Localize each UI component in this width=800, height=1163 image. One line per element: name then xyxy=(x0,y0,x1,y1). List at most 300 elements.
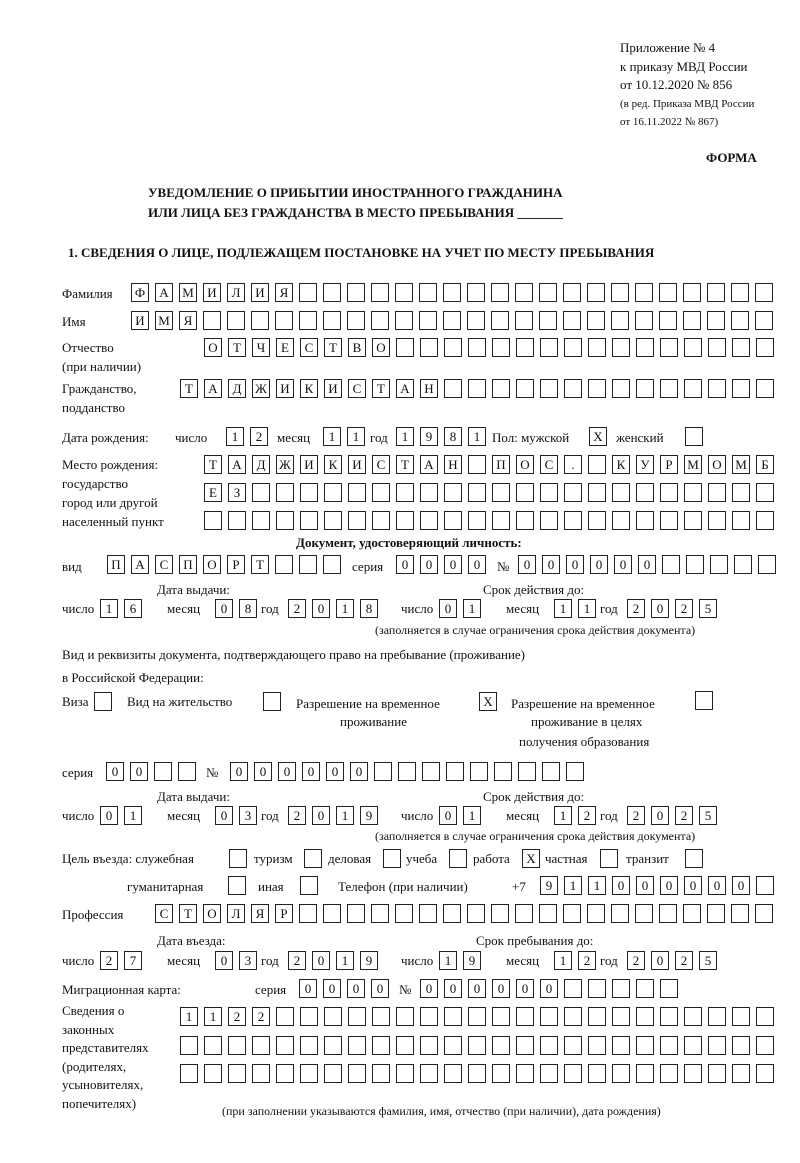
id-issued-year-cell[interactable]: 8 xyxy=(360,599,378,618)
id-kind-cell[interactable] xyxy=(323,555,341,574)
phone-cell[interactable]: 0 xyxy=(660,876,678,895)
id-issued-year-cell[interactable]: 1 xyxy=(336,599,354,618)
rd-valid-year-cell[interactable]: 0 xyxy=(651,806,669,825)
legal-rep-3-cell[interactable] xyxy=(756,1064,774,1083)
entry-year-cell[interactable]: 1 xyxy=(336,951,354,970)
id-valid-year-cell[interactable]: 2 xyxy=(675,599,693,618)
dob-day-cell[interactable]: 2 xyxy=(250,427,268,446)
entry-year-cell[interactable]: 2 xyxy=(288,951,306,970)
phone-cell[interactable] xyxy=(756,876,774,895)
surname-cell[interactable]: М xyxy=(179,283,197,302)
trp-checkbox[interactable]: X xyxy=(479,692,497,711)
id-kind-cell[interactable]: Р xyxy=(227,555,245,574)
legal-rep-2-cell[interactable] xyxy=(588,1036,606,1055)
surname-cell[interactable] xyxy=(731,283,749,302)
citizenship-cell[interactable]: И xyxy=(324,379,342,398)
legal-rep-3-cell[interactable] xyxy=(492,1064,510,1083)
name-cell[interactable] xyxy=(395,311,413,330)
id-number-cell[interactable]: 0 xyxy=(542,555,560,574)
name-cell[interactable] xyxy=(251,311,269,330)
entry-month-cell[interactable]: 0 xyxy=(215,951,233,970)
id-series-cell[interactable]: 0 xyxy=(420,555,438,574)
patronymic-cell[interactable] xyxy=(684,338,702,357)
birthplace-2-cell[interactable] xyxy=(732,483,750,502)
stay-until-year-cell[interactable]: 0 xyxy=(651,951,669,970)
id-number-cell[interactable]: 0 xyxy=(614,555,632,574)
rd-valid-month-cell[interactable]: 1 xyxy=(554,806,572,825)
patronymic-cell[interactable]: Т xyxy=(228,338,246,357)
id-kind-cell[interactable]: А xyxy=(131,555,149,574)
patronymic-cell[interactable] xyxy=(732,338,750,357)
id-valid-month-cell[interactable]: 1 xyxy=(578,599,596,618)
legal-rep-2-cell[interactable] xyxy=(492,1036,510,1055)
legal-rep-3-cell[interactable] xyxy=(420,1064,438,1083)
mc-series-cell[interactable]: 0 xyxy=(323,979,341,998)
legal-rep-3-cell[interactable] xyxy=(348,1064,366,1083)
stay-until-year-cell[interactable]: 2 xyxy=(627,951,645,970)
birthplace-2-cell[interactable] xyxy=(516,483,534,502)
birthplace-3-cell[interactable] xyxy=(540,511,558,530)
birthplace-3-cell[interactable] xyxy=(276,511,294,530)
legal-rep-3-cell[interactable] xyxy=(372,1064,390,1083)
rd-issued-month-cell[interactable]: 3 xyxy=(239,806,257,825)
legal-rep-2-cell[interactable] xyxy=(468,1036,486,1055)
legal-rep-1-cell[interactable] xyxy=(276,1007,294,1026)
id-issued-day-cell[interactable]: 1 xyxy=(100,599,118,618)
patronymic-cell[interactable] xyxy=(588,338,606,357)
profession-cell[interactable] xyxy=(395,904,413,923)
legal-rep-1-cell[interactable] xyxy=(636,1007,654,1026)
legal-rep-2-cell[interactable] xyxy=(324,1036,342,1055)
legal-rep-3-cell[interactable] xyxy=(468,1064,486,1083)
id-kind-cell[interactable]: С xyxy=(155,555,173,574)
legal-rep-3-cell[interactable] xyxy=(276,1064,294,1083)
legal-rep-3-cell[interactable] xyxy=(396,1064,414,1083)
stay-until-month-cell[interactable]: 1 xyxy=(554,951,572,970)
dob-year-cell[interactable]: 1 xyxy=(396,427,414,446)
entry-month-cell[interactable]: 3 xyxy=(239,951,257,970)
citizenship-cell[interactable] xyxy=(612,379,630,398)
id-kind-cell[interactable] xyxy=(299,555,317,574)
rd-valid-month-cell[interactable]: 2 xyxy=(578,806,596,825)
id-number-cell[interactable] xyxy=(758,555,776,574)
profession-cell[interactable]: Я xyxy=(251,904,269,923)
surname-cell[interactable] xyxy=(635,283,653,302)
legal-rep-1-cell[interactable] xyxy=(324,1007,342,1026)
name-cell[interactable] xyxy=(275,311,293,330)
surname-cell[interactable] xyxy=(587,283,605,302)
legal-rep-1-cell[interactable] xyxy=(564,1007,582,1026)
name-cell[interactable] xyxy=(611,311,629,330)
birthplace-2-cell[interactable] xyxy=(588,483,606,502)
birthplace-1-cell[interactable]: Н xyxy=(444,455,462,474)
name-cell[interactable]: Я xyxy=(179,311,197,330)
legal-rep-2-cell[interactable] xyxy=(516,1036,534,1055)
rd-issued-month-cell[interactable]: 0 xyxy=(215,806,233,825)
rd-number-cell[interactable] xyxy=(374,762,392,781)
legal-rep-3-cell[interactable] xyxy=(300,1064,318,1083)
id-number-cell[interactable]: 0 xyxy=(638,555,656,574)
stay-until-year-cell[interactable]: 5 xyxy=(699,951,717,970)
surname-cell[interactable]: И xyxy=(203,283,221,302)
id-number-cell[interactable] xyxy=(734,555,752,574)
name-cell[interactable] xyxy=(419,311,437,330)
study-checkbox[interactable] xyxy=(449,849,467,868)
surname-cell[interactable] xyxy=(539,283,557,302)
birthplace-1-cell[interactable]: Д xyxy=(252,455,270,474)
birthplace-2-cell[interactable] xyxy=(276,483,294,502)
surname-cell[interactable] xyxy=(563,283,581,302)
name-cell[interactable]: М xyxy=(155,311,173,330)
phone-cell[interactable]: 1 xyxy=(588,876,606,895)
birthplace-2-cell[interactable] xyxy=(324,483,342,502)
name-cell[interactable] xyxy=(371,311,389,330)
citizenship-cell[interactable]: И xyxy=(276,379,294,398)
profession-cell[interactable] xyxy=(515,904,533,923)
profession-cell[interactable] xyxy=(371,904,389,923)
birthplace-2-cell[interactable] xyxy=(420,483,438,502)
citizenship-cell[interactable]: Ж xyxy=(252,379,270,398)
id-kind-cell[interactable]: Т xyxy=(251,555,269,574)
rd-number-cell[interactable] xyxy=(542,762,560,781)
rd-number-cell[interactable] xyxy=(470,762,488,781)
legal-rep-3-cell[interactable] xyxy=(684,1064,702,1083)
citizenship-cell[interactable]: Д xyxy=(228,379,246,398)
patronymic-cell[interactable] xyxy=(756,338,774,357)
entry-day-cell[interactable]: 7 xyxy=(124,951,142,970)
profession-cell[interactable] xyxy=(539,904,557,923)
id-issued-year-cell[interactable]: 2 xyxy=(288,599,306,618)
profession-cell[interactable] xyxy=(491,904,509,923)
rd-number-cell[interactable]: 0 xyxy=(230,762,248,781)
legal-rep-1-cell[interactable] xyxy=(300,1007,318,1026)
rd-number-cell[interactable] xyxy=(518,762,536,781)
birthplace-1-cell[interactable]: О xyxy=(516,455,534,474)
birthplace-3-cell[interactable] xyxy=(204,511,222,530)
id-valid-year-cell[interactable]: 2 xyxy=(627,599,645,618)
dob-year-cell[interactable]: 8 xyxy=(444,427,462,446)
citizenship-cell[interactable] xyxy=(468,379,486,398)
phone-cell[interactable]: 0 xyxy=(636,876,654,895)
birthplace-3-cell[interactable] xyxy=(324,511,342,530)
legal-rep-1-cell[interactable]: 2 xyxy=(228,1007,246,1026)
birthplace-3-cell[interactable] xyxy=(588,511,606,530)
legal-rep-3-cell[interactable] xyxy=(228,1064,246,1083)
profession-cell[interactable] xyxy=(755,904,773,923)
id-valid-day-cell[interactable]: 1 xyxy=(463,599,481,618)
mc-number-cell[interactable] xyxy=(612,979,630,998)
profession-cell[interactable]: О xyxy=(203,904,221,923)
birthplace-1-cell[interactable]: К xyxy=(324,455,342,474)
humanitarian-checkbox[interactable] xyxy=(228,876,246,895)
profession-cell[interactable] xyxy=(443,904,461,923)
citizenship-cell[interactable]: С xyxy=(348,379,366,398)
patronymic-cell[interactable]: Т xyxy=(324,338,342,357)
profession-cell[interactable] xyxy=(563,904,581,923)
legal-rep-2-cell[interactable] xyxy=(684,1036,702,1055)
name-cell[interactable] xyxy=(683,311,701,330)
official-checkbox[interactable] xyxy=(229,849,247,868)
rd-series-cell[interactable] xyxy=(154,762,172,781)
legal-rep-2-cell[interactable] xyxy=(252,1036,270,1055)
profession-cell[interactable]: Р xyxy=(275,904,293,923)
citizenship-cell[interactable] xyxy=(756,379,774,398)
rd-issued-year-cell[interactable]: 9 xyxy=(360,806,378,825)
birthplace-1-cell[interactable]: М xyxy=(684,455,702,474)
id-series-cell[interactable]: 0 xyxy=(468,555,486,574)
birthplace-3-cell[interactable] xyxy=(636,511,654,530)
name-cell[interactable] xyxy=(299,311,317,330)
mc-number-cell[interactable]: 0 xyxy=(516,979,534,998)
surname-cell[interactable] xyxy=(707,283,725,302)
legal-rep-3-cell[interactable] xyxy=(324,1064,342,1083)
name-cell[interactable] xyxy=(203,311,221,330)
dob-day-cell[interactable]: 1 xyxy=(226,427,244,446)
surname-cell[interactable] xyxy=(299,283,317,302)
surname-cell[interactable] xyxy=(443,283,461,302)
citizenship-cell[interactable]: Н xyxy=(420,379,438,398)
rd-series-cell[interactable]: 0 xyxy=(106,762,124,781)
mc-number-cell[interactable] xyxy=(588,979,606,998)
profession-cell[interactable] xyxy=(731,904,749,923)
patronymic-cell[interactable] xyxy=(396,338,414,357)
id-kind-cell[interactable]: П xyxy=(179,555,197,574)
id-valid-month-cell[interactable]: 1 xyxy=(554,599,572,618)
id-number-cell[interactable] xyxy=(710,555,728,574)
birthplace-3-cell[interactable] xyxy=(564,511,582,530)
patronymic-cell[interactable] xyxy=(444,338,462,357)
patronymic-cell[interactable]: С xyxy=(300,338,318,357)
rd-number-cell[interactable]: 0 xyxy=(302,762,320,781)
mc-number-cell[interactable]: 0 xyxy=(492,979,510,998)
birthplace-2-cell[interactable] xyxy=(372,483,390,502)
birthplace-2-cell[interactable] xyxy=(612,483,630,502)
citizenship-cell[interactable] xyxy=(444,379,462,398)
legal-rep-2-cell[interactable] xyxy=(756,1036,774,1055)
profession-cell[interactable] xyxy=(419,904,437,923)
name-cell[interactable] xyxy=(227,311,245,330)
id-kind-cell[interactable] xyxy=(275,555,293,574)
birthplace-3-cell[interactable] xyxy=(228,511,246,530)
rd-number-cell[interactable]: 0 xyxy=(326,762,344,781)
birthplace-2-cell[interactable] xyxy=(300,483,318,502)
birthplace-3-cell[interactable] xyxy=(444,511,462,530)
id-valid-day-cell[interactable]: 0 xyxy=(439,599,457,618)
citizenship-cell[interactable] xyxy=(588,379,606,398)
name-cell[interactable] xyxy=(635,311,653,330)
profession-cell[interactable] xyxy=(587,904,605,923)
name-cell[interactable] xyxy=(491,311,509,330)
legal-rep-3-cell[interactable] xyxy=(564,1064,582,1083)
id-number-cell[interactable]: 0 xyxy=(590,555,608,574)
dob-month-cell[interactable]: 1 xyxy=(347,427,365,446)
patronymic-cell[interactable] xyxy=(612,338,630,357)
id-series-cell[interactable]: 0 xyxy=(396,555,414,574)
birthplace-3-cell[interactable] xyxy=(612,511,630,530)
rd-number-cell[interactable]: 0 xyxy=(254,762,272,781)
rd-issued-year-cell[interactable]: 0 xyxy=(312,806,330,825)
stay-until-day-cell[interactable]: 9 xyxy=(463,951,481,970)
birthplace-2-cell[interactable] xyxy=(492,483,510,502)
rd-number-cell[interactable]: 0 xyxy=(350,762,368,781)
legal-rep-1-cell[interactable]: 1 xyxy=(204,1007,222,1026)
legal-rep-3-cell[interactable] xyxy=(204,1064,222,1083)
legal-rep-2-cell[interactable] xyxy=(372,1036,390,1055)
legal-rep-3-cell[interactable] xyxy=(732,1064,750,1083)
profession-cell[interactable] xyxy=(467,904,485,923)
surname-cell[interactable] xyxy=(323,283,341,302)
surname-cell[interactable] xyxy=(755,283,773,302)
mc-number-cell[interactable]: 0 xyxy=(468,979,486,998)
birthplace-3-cell[interactable] xyxy=(684,511,702,530)
legal-rep-1-cell[interactable] xyxy=(708,1007,726,1026)
mc-number-cell[interactable] xyxy=(564,979,582,998)
id-number-cell[interactable] xyxy=(662,555,680,574)
tourism-checkbox[interactable] xyxy=(304,849,322,868)
profession-cell[interactable]: С xyxy=(155,904,173,923)
birthplace-2-cell[interactable] xyxy=(540,483,558,502)
surname-cell[interactable]: Ф xyxy=(131,283,149,302)
legal-rep-3-cell[interactable] xyxy=(612,1064,630,1083)
id-valid-year-cell[interactable]: 0 xyxy=(651,599,669,618)
birthplace-1-cell[interactable]: И xyxy=(348,455,366,474)
citizenship-cell[interactable]: К xyxy=(300,379,318,398)
legal-rep-1-cell[interactable] xyxy=(756,1007,774,1026)
birthplace-1-cell[interactable]: А xyxy=(228,455,246,474)
rd-number-cell[interactable] xyxy=(446,762,464,781)
phone-cell[interactable]: 9 xyxy=(540,876,558,895)
patronymic-cell[interactable] xyxy=(420,338,438,357)
citizenship-cell[interactable] xyxy=(684,379,702,398)
entry-year-cell[interactable]: 0 xyxy=(312,951,330,970)
id-number-cell[interactable]: 0 xyxy=(518,555,536,574)
legal-rep-2-cell[interactable] xyxy=(708,1036,726,1055)
surname-cell[interactable] xyxy=(347,283,365,302)
birthplace-3-cell[interactable] xyxy=(516,511,534,530)
birthplace-3-cell[interactable] xyxy=(732,511,750,530)
surname-cell[interactable] xyxy=(659,283,677,302)
id-valid-year-cell[interactable]: 5 xyxy=(699,599,717,618)
birthplace-3-cell[interactable] xyxy=(300,511,318,530)
legal-rep-3-cell[interactable] xyxy=(660,1064,678,1083)
legal-rep-2-cell[interactable] xyxy=(732,1036,750,1055)
profession-cell[interactable] xyxy=(347,904,365,923)
mc-number-cell[interactable]: 0 xyxy=(444,979,462,998)
patronymic-cell[interactable] xyxy=(492,338,510,357)
birthplace-2-cell[interactable] xyxy=(660,483,678,502)
name-cell[interactable] xyxy=(467,311,485,330)
birthplace-1-cell[interactable]: С xyxy=(372,455,390,474)
legal-rep-1-cell[interactable] xyxy=(468,1007,486,1026)
id-kind-cell[interactable]: П xyxy=(107,555,125,574)
rd-number-cell[interactable] xyxy=(566,762,584,781)
birthplace-3-cell[interactable] xyxy=(756,511,774,530)
citizenship-cell[interactable] xyxy=(732,379,750,398)
id-kind-cell[interactable]: О xyxy=(203,555,221,574)
name-cell[interactable] xyxy=(659,311,677,330)
mc-series-cell[interactable]: 0 xyxy=(299,979,317,998)
birthplace-2-cell[interactable] xyxy=(684,483,702,502)
patronymic-cell[interactable] xyxy=(468,338,486,357)
legal-rep-1-cell[interactable] xyxy=(372,1007,390,1026)
private-checkbox[interactable] xyxy=(600,849,618,868)
citizenship-cell[interactable] xyxy=(492,379,510,398)
patronymic-cell[interactable] xyxy=(564,338,582,357)
rd-valid-year-cell[interactable]: 5 xyxy=(699,806,717,825)
birthplace-1-cell[interactable]: Т xyxy=(396,455,414,474)
surname-cell[interactable]: А xyxy=(155,283,173,302)
legal-rep-1-cell[interactable] xyxy=(396,1007,414,1026)
birthplace-1-cell[interactable]: А xyxy=(420,455,438,474)
legal-rep-2-cell[interactable] xyxy=(180,1036,198,1055)
legal-rep-2-cell[interactable] xyxy=(228,1036,246,1055)
name-cell[interactable] xyxy=(443,311,461,330)
rd-valid-day-cell[interactable]: 0 xyxy=(439,806,457,825)
rd-valid-year-cell[interactable]: 2 xyxy=(675,806,693,825)
legal-rep-1-cell[interactable] xyxy=(660,1007,678,1026)
birthplace-2-cell[interactable] xyxy=(252,483,270,502)
citizenship-cell[interactable] xyxy=(564,379,582,398)
name-cell[interactable] xyxy=(539,311,557,330)
citizenship-cell[interactable] xyxy=(636,379,654,398)
birthplace-2-cell[interactable] xyxy=(348,483,366,502)
name-cell[interactable] xyxy=(731,311,749,330)
entry-day-cell[interactable]: 2 xyxy=(100,951,118,970)
birthplace-1-cell[interactable]: М xyxy=(732,455,750,474)
rd-valid-day-cell[interactable]: 1 xyxy=(463,806,481,825)
surname-cell[interactable] xyxy=(683,283,701,302)
birthplace-2-cell[interactable] xyxy=(636,483,654,502)
entry-year-cell[interactable]: 9 xyxy=(360,951,378,970)
rd-valid-year-cell[interactable]: 2 xyxy=(627,806,645,825)
rd-issued-year-cell[interactable]: 2 xyxy=(288,806,306,825)
legal-rep-2-cell[interactable] xyxy=(396,1036,414,1055)
mc-series-cell[interactable]: 0 xyxy=(347,979,365,998)
trp-education-checkbox[interactable] xyxy=(695,691,713,710)
patronymic-cell[interactable] xyxy=(516,338,534,357)
profession-cell[interactable] xyxy=(635,904,653,923)
legal-rep-3-cell[interactable] xyxy=(540,1064,558,1083)
phone-cell[interactable]: 0 xyxy=(708,876,726,895)
dob-year-cell[interactable]: 9 xyxy=(420,427,438,446)
legal-rep-2-cell[interactable] xyxy=(444,1036,462,1055)
citizenship-cell[interactable]: Т xyxy=(180,379,198,398)
name-cell[interactable] xyxy=(563,311,581,330)
mc-number-cell[interactable] xyxy=(660,979,678,998)
legal-rep-2-cell[interactable] xyxy=(660,1036,678,1055)
patronymic-cell[interactable] xyxy=(660,338,678,357)
legal-rep-2-cell[interactable] xyxy=(204,1036,222,1055)
surname-cell[interactable]: Л xyxy=(227,283,245,302)
patronymic-cell[interactable] xyxy=(708,338,726,357)
business-checkbox[interactable] xyxy=(383,849,401,868)
mc-number-cell[interactable] xyxy=(636,979,654,998)
birthplace-2-cell[interactable] xyxy=(444,483,462,502)
id-number-cell[interactable]: 0 xyxy=(566,555,584,574)
rd-number-cell[interactable] xyxy=(494,762,512,781)
birthplace-3-cell[interactable] xyxy=(420,511,438,530)
legal-rep-2-cell[interactable] xyxy=(564,1036,582,1055)
legal-rep-3-cell[interactable] xyxy=(636,1064,654,1083)
legal-rep-1-cell[interactable] xyxy=(612,1007,630,1026)
birthplace-3-cell[interactable] xyxy=(660,511,678,530)
legal-rep-2-cell[interactable] xyxy=(276,1036,294,1055)
rd-issued-day-cell[interactable]: 1 xyxy=(124,806,142,825)
surname-cell[interactable] xyxy=(467,283,485,302)
citizenship-cell[interactable] xyxy=(660,379,678,398)
birthplace-1-cell[interactable] xyxy=(588,455,606,474)
birthplace-1-cell[interactable]: . xyxy=(564,455,582,474)
